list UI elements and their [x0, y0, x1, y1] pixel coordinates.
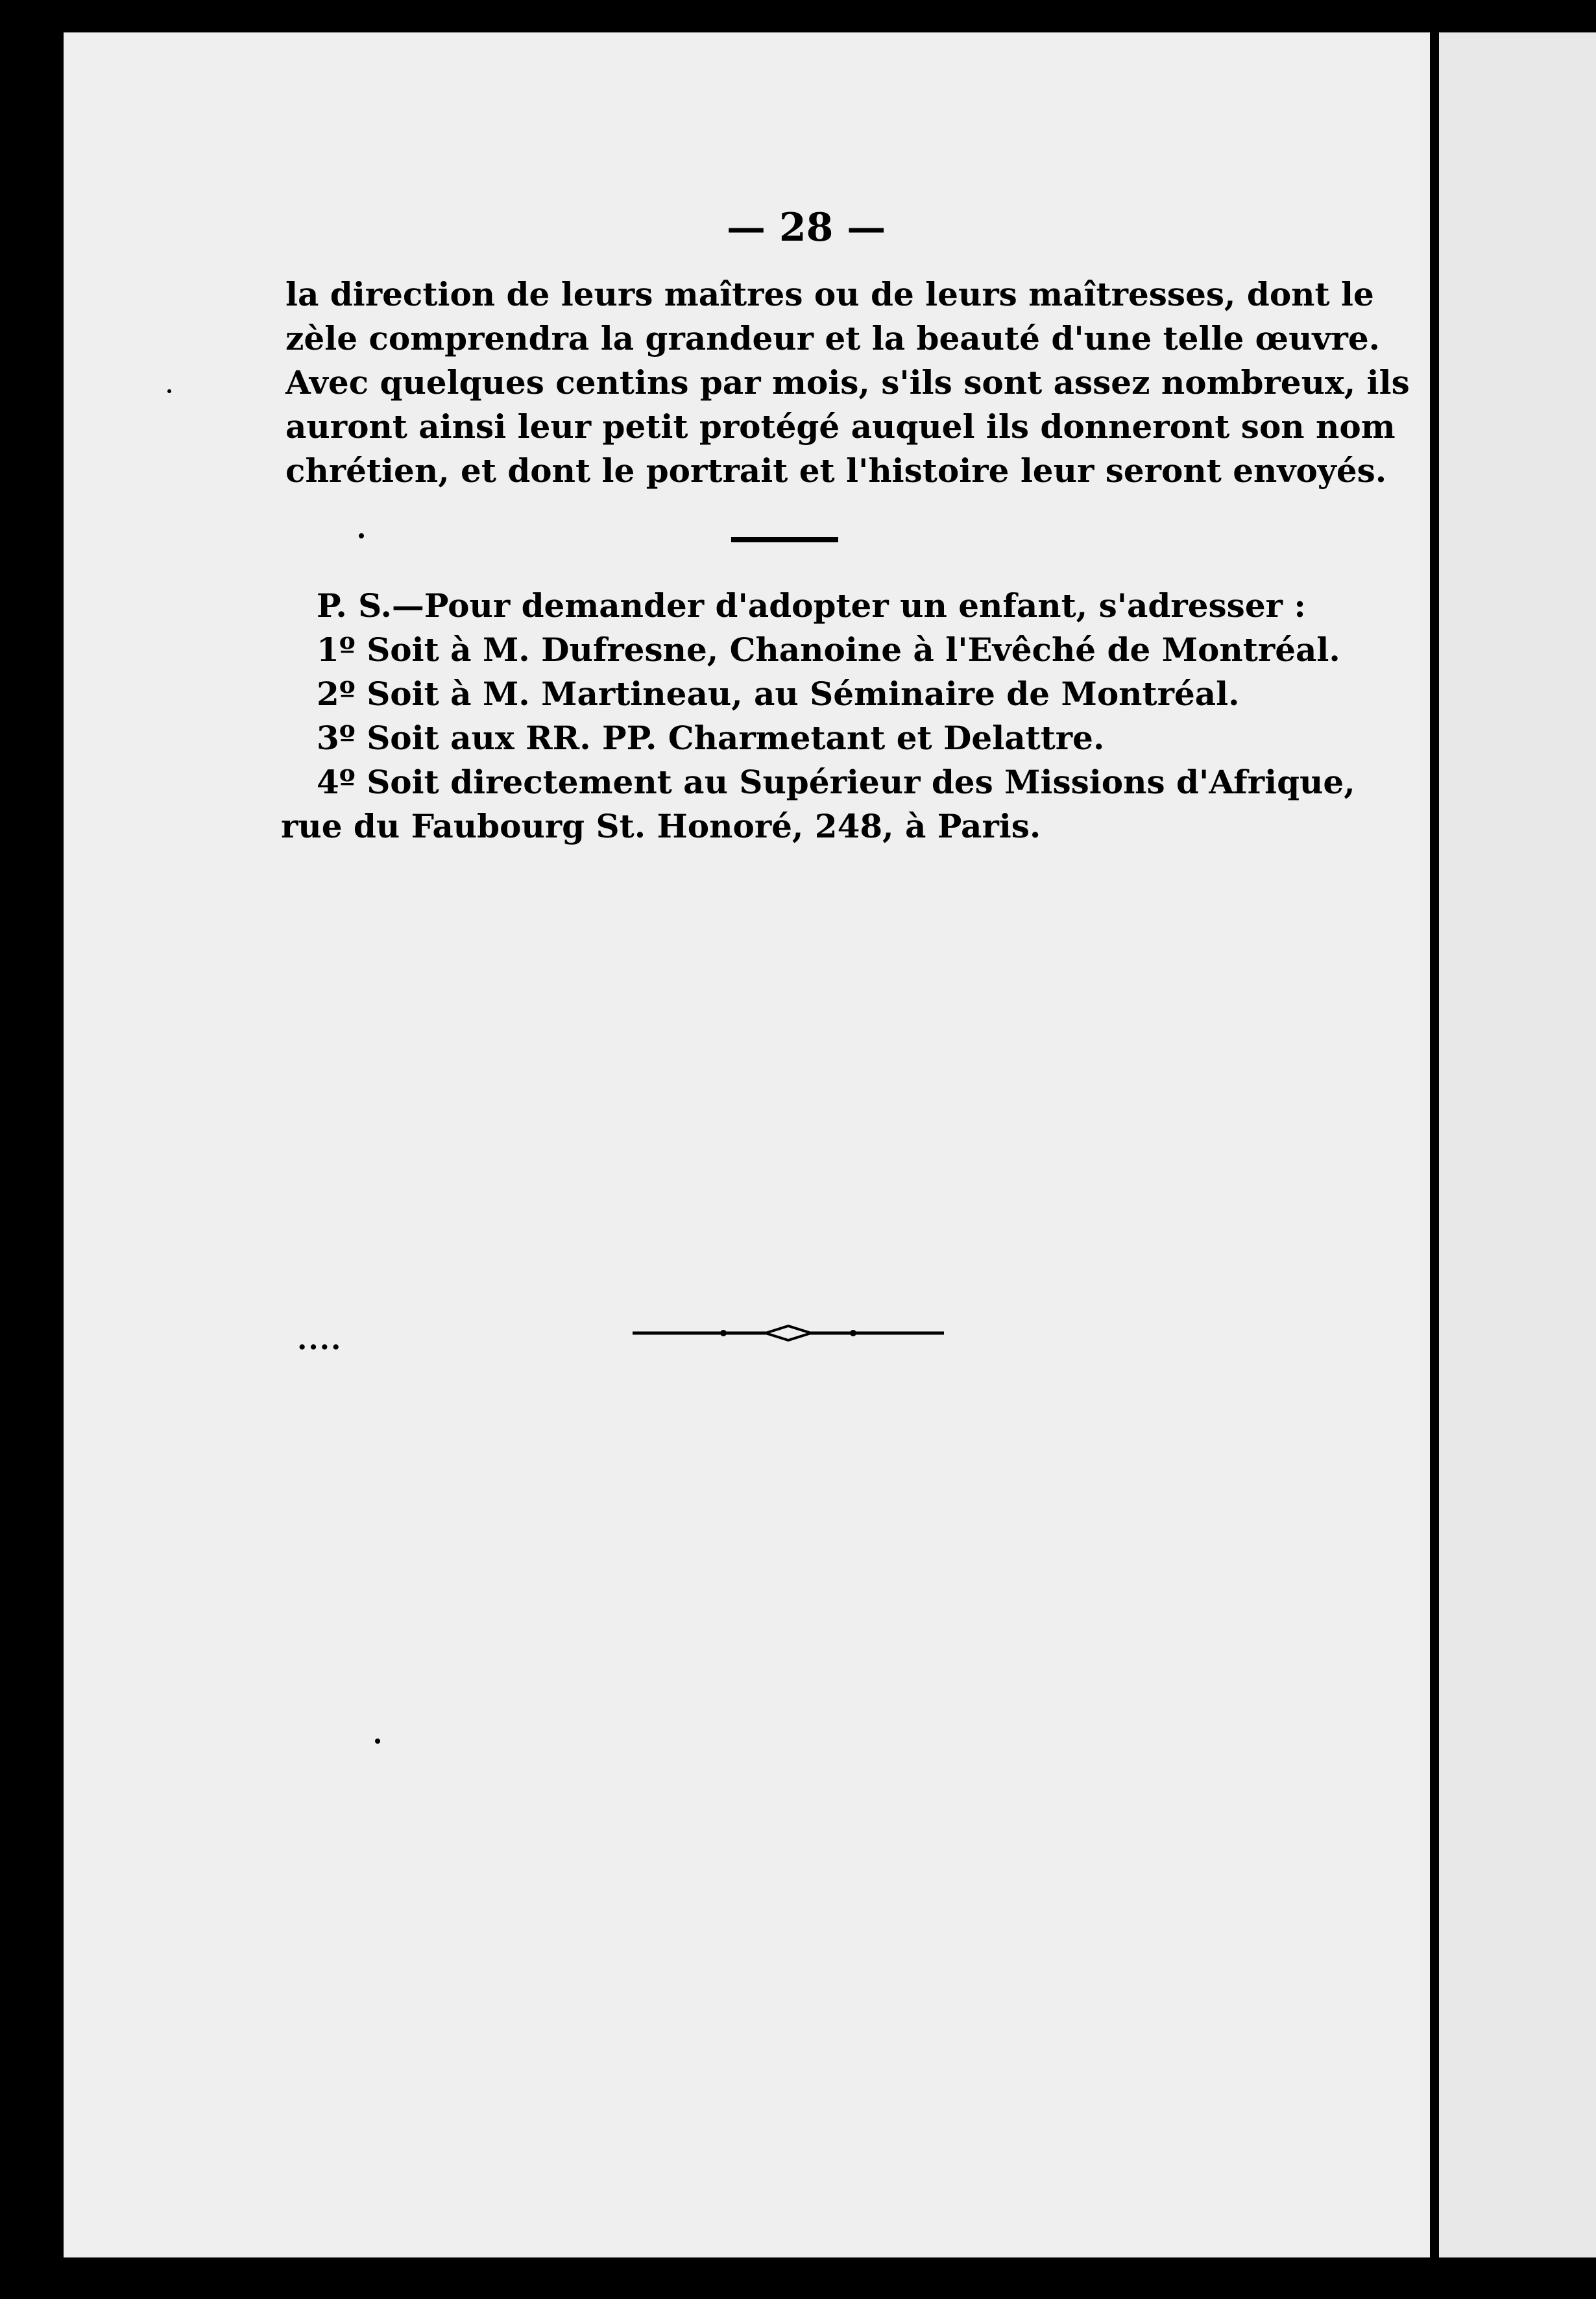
ellipsis: .... [297, 1323, 343, 1356]
postscript-line: 3º Soit aux RR. PP. Charmetant et Delattre. [317, 719, 1105, 757]
paragraph-line: zèle comprendra la grandeur et la beauté d'une telle œuvre. [285, 319, 1381, 357]
paragraph-line: Avec quelques centins par mois, s'ils sont assez nombreux, ils [285, 363, 1410, 402]
postscript-line: 1º Soit à M. Dufresne, Chanoine à l'Evêché de Montréal. [317, 631, 1340, 669]
ink-speck [359, 533, 364, 538]
section-rule [731, 537, 838, 542]
postscript-line: P. S.—Pour demander d'adopter un enfant, s'adresser : [317, 586, 1306, 625]
postscript-line: 4º Soit directement au Supérieur des Missions d'Afrique, [317, 763, 1355, 801]
ink-speck [375, 1739, 380, 1744]
binding-line [1430, 0, 1439, 2299]
ornament-divider [633, 1323, 944, 1343]
facing-page-edge [1439, 32, 1596, 2257]
main-paragraph [285, 272, 1410, 493]
paragraph-line: chrétien, et dont le portrait et l'histoire leur seront envoyés. [285, 451, 1387, 490]
postscript [281, 584, 1355, 849]
postscript-line: 2º Soit à M. Martineau, au Séminaire de Montréal. [317, 675, 1240, 713]
paragraph-line: auront ainsi leur petit protégé auquel ils donneront son nom [285, 407, 1396, 446]
ink-speck [167, 389, 171, 393]
paragraph-line: la direction de leurs maîtres ou de leurs maîtresses, dont le [285, 275, 1374, 313]
postscript-line: rue du Faubourg St. Honoré, 248, à Paris. [281, 807, 1041, 845]
page-number: — 28 — [727, 205, 886, 250]
